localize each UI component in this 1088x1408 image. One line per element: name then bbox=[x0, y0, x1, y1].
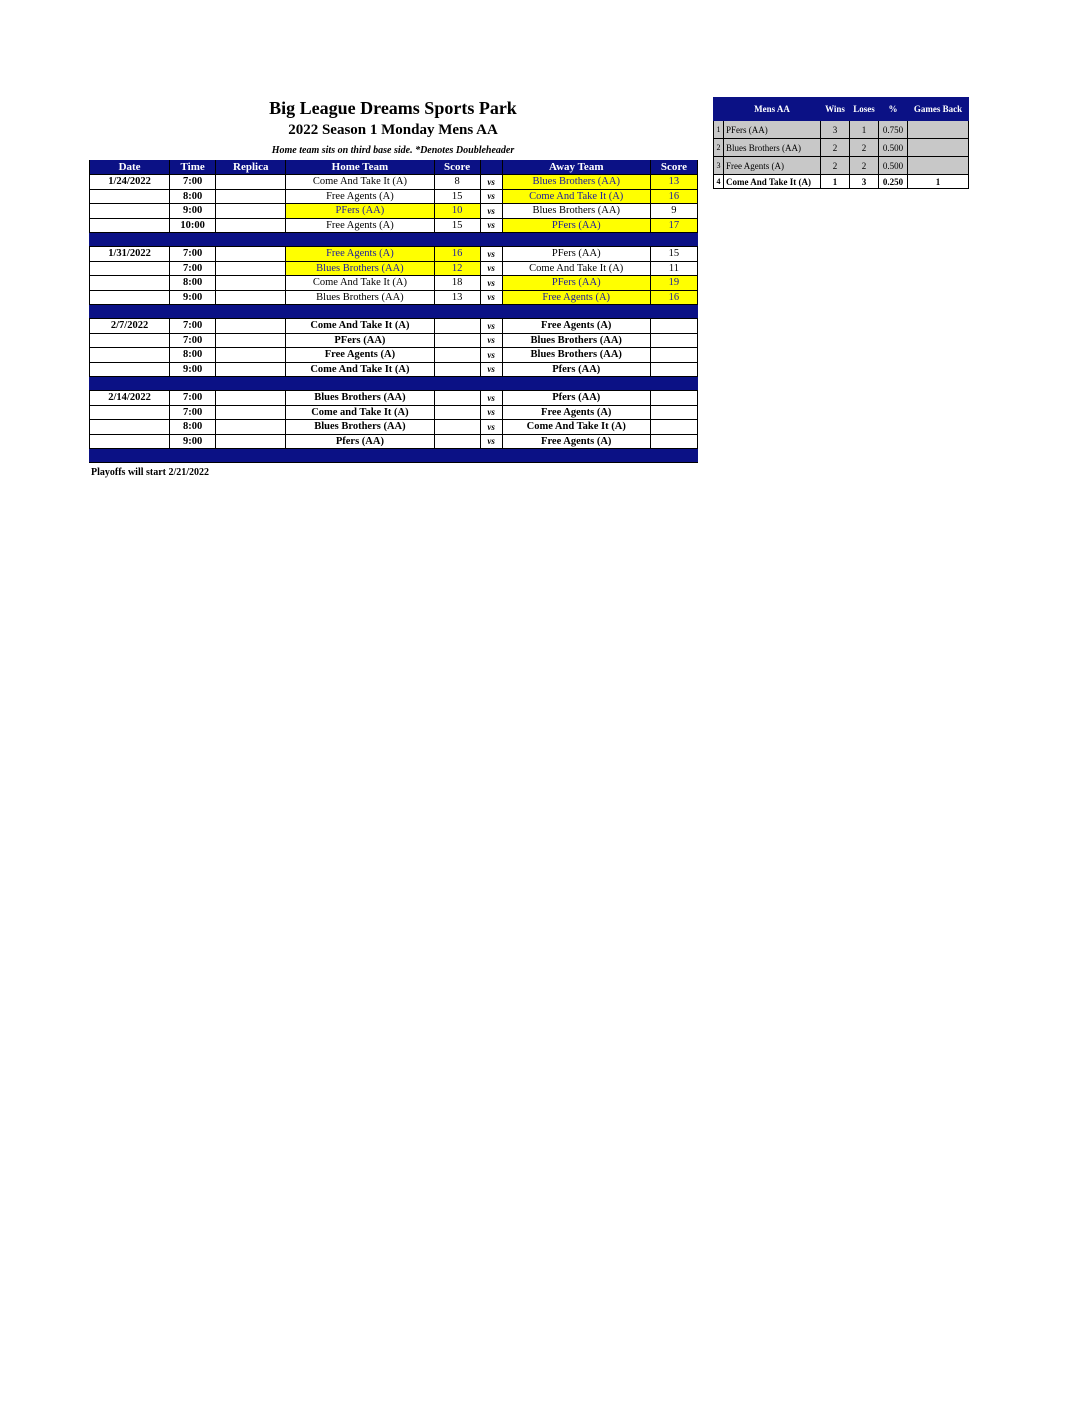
away-score bbox=[650, 391, 697, 406]
game-replica bbox=[216, 276, 286, 291]
standings-rank: 1 bbox=[714, 121, 724, 139]
separator-cell bbox=[502, 305, 650, 319]
away-team: Come And Take It (A) bbox=[502, 261, 650, 276]
week-separator bbox=[90, 305, 698, 319]
vs-label: vs bbox=[480, 261, 502, 276]
game-date bbox=[90, 333, 170, 348]
standings-pct: 0.500 bbox=[879, 139, 908, 157]
game-time: 9:00 bbox=[170, 434, 216, 449]
separator-cell bbox=[216, 233, 286, 247]
game-time: 7:00 bbox=[170, 319, 216, 334]
separator-cell bbox=[170, 233, 216, 247]
home-score bbox=[434, 319, 480, 334]
week-separator bbox=[90, 377, 698, 391]
vs-label: vs bbox=[480, 218, 502, 233]
col-away-score: Score bbox=[650, 160, 697, 175]
away-team: Blues Brothers (AA) bbox=[502, 175, 650, 190]
away-score: 19 bbox=[650, 276, 697, 291]
standings-wins: 2 bbox=[821, 139, 850, 157]
home-team: PFers (AA) bbox=[286, 204, 434, 219]
table-row bbox=[90, 420, 698, 435]
separator-cell bbox=[286, 233, 434, 247]
away-team: Come And Take It (A) bbox=[502, 420, 650, 435]
game-replica bbox=[216, 391, 286, 406]
away-team: Blues Brothers (AA) bbox=[502, 333, 650, 348]
standings-loses: 3 bbox=[850, 175, 879, 189]
game-replica bbox=[216, 333, 286, 348]
away-score: 9 bbox=[650, 204, 697, 219]
col-away-team: Away Team bbox=[502, 160, 650, 175]
game-time: 9:00 bbox=[170, 362, 216, 377]
standings-wins: 2 bbox=[821, 157, 850, 175]
away-team: Free Agents (A) bbox=[502, 405, 650, 420]
away-score: 15 bbox=[650, 247, 697, 262]
separator-cell bbox=[650, 305, 697, 319]
separator-cell bbox=[170, 449, 216, 463]
standings-rank: 4 bbox=[714, 175, 724, 189]
separator-cell bbox=[502, 449, 650, 463]
playoffs-note: Playoffs will start 2/21/2022 bbox=[91, 467, 210, 478]
game-replica bbox=[216, 189, 286, 204]
week-separator bbox=[90, 449, 698, 463]
game-date bbox=[90, 420, 170, 435]
game-time: 8:00 bbox=[170, 420, 216, 435]
game-time: 7:00 bbox=[170, 391, 216, 406]
standings-col-loses: Loses bbox=[850, 98, 879, 121]
standings-col-team: Mens AA bbox=[724, 98, 821, 121]
home-team: PFers (AA) bbox=[286, 333, 434, 348]
home-score bbox=[434, 434, 480, 449]
home-score: 8 bbox=[434, 175, 480, 190]
home-team: Blues Brothers (AA) bbox=[286, 261, 434, 276]
separator-cell bbox=[216, 377, 286, 391]
standings-pct: 0.750 bbox=[879, 121, 908, 139]
standings-row bbox=[714, 139, 969, 157]
away-team: Blues Brothers (AA) bbox=[502, 204, 650, 219]
home-score: 16 bbox=[434, 247, 480, 262]
game-time: 7:00 bbox=[170, 261, 216, 276]
away-score bbox=[650, 434, 697, 449]
table-row bbox=[90, 333, 698, 348]
home-score: 13 bbox=[434, 290, 480, 305]
away-score bbox=[650, 348, 697, 363]
vs-label: vs bbox=[480, 175, 502, 190]
col-replica: Replica bbox=[216, 160, 286, 175]
separator-cell bbox=[502, 377, 650, 391]
table-row bbox=[90, 290, 698, 305]
separator-cell bbox=[170, 305, 216, 319]
page-subtitle: 2022 Season 1 Monday Mens AA bbox=[288, 122, 498, 138]
separator-cell bbox=[434, 233, 480, 247]
vs-label: vs bbox=[480, 420, 502, 435]
away-score bbox=[650, 420, 697, 435]
away-score bbox=[650, 405, 697, 420]
home-score: 15 bbox=[434, 218, 480, 233]
home-team: Blues Brothers (AA) bbox=[286, 290, 434, 305]
separator-cell bbox=[480, 305, 502, 319]
home-score: 12 bbox=[434, 261, 480, 276]
vs-label: vs bbox=[480, 189, 502, 204]
standings-pct: 0.500 bbox=[879, 157, 908, 175]
away-score bbox=[650, 362, 697, 377]
table-row bbox=[90, 247, 698, 262]
game-date: 1/31/2022 bbox=[90, 247, 170, 262]
home-score: 10 bbox=[434, 204, 480, 219]
schedule-table bbox=[89, 160, 698, 463]
table-row bbox=[90, 362, 698, 377]
separator-cell bbox=[650, 233, 697, 247]
separator-cell bbox=[650, 377, 697, 391]
home-team: Come And Take It (A) bbox=[286, 175, 434, 190]
game-replica bbox=[216, 247, 286, 262]
away-team: PFers (AA) bbox=[502, 276, 650, 291]
game-date bbox=[90, 348, 170, 363]
home-team: Blues Brothers (AA) bbox=[286, 391, 434, 406]
away-team: Pfers (AA) bbox=[502, 391, 650, 406]
separator-cell bbox=[480, 233, 502, 247]
home-team-note: Home team sits on third base side. *Denotes Doubleheader bbox=[271, 145, 515, 156]
separator-cell bbox=[170, 377, 216, 391]
separator-cell bbox=[650, 449, 697, 463]
separator-cell bbox=[434, 377, 480, 391]
standings-col-pct: % bbox=[879, 98, 908, 121]
standings-pct: 0.250 bbox=[879, 175, 908, 189]
away-score: 11 bbox=[650, 261, 697, 276]
standings-loses: 2 bbox=[850, 139, 879, 157]
home-team: Free Agents (A) bbox=[286, 218, 434, 233]
standings-team: Blues Brothers (AA) bbox=[724, 139, 821, 157]
vs-label: vs bbox=[480, 204, 502, 219]
standings-team: PFers (AA) bbox=[724, 121, 821, 139]
standings-rank: 2 bbox=[714, 139, 724, 157]
away-score bbox=[650, 333, 697, 348]
game-time: 9:00 bbox=[170, 290, 216, 305]
col-home-team: Home Team bbox=[286, 160, 434, 175]
standings-col-wins: Wins bbox=[821, 98, 850, 121]
table-row bbox=[90, 434, 698, 449]
game-replica bbox=[216, 175, 286, 190]
home-team: Come And Take It (A) bbox=[286, 319, 434, 334]
vs-label: vs bbox=[480, 276, 502, 291]
away-score: 16 bbox=[650, 290, 697, 305]
home-team: Come And Take It (A) bbox=[286, 276, 434, 291]
table-row bbox=[90, 261, 698, 276]
standings-row bbox=[714, 121, 969, 139]
standings-col-rank bbox=[714, 98, 724, 121]
game-replica bbox=[216, 362, 286, 377]
standings-loses: 1 bbox=[850, 121, 879, 139]
home-score: 18 bbox=[434, 276, 480, 291]
home-score: 15 bbox=[434, 189, 480, 204]
schedule-header-row bbox=[90, 160, 698, 175]
game-date: 1/24/2022 bbox=[90, 175, 170, 190]
standings-team: Free Agents (A) bbox=[724, 157, 821, 175]
table-row bbox=[90, 348, 698, 363]
week-separator bbox=[90, 233, 698, 247]
home-team: Free Agents (A) bbox=[286, 247, 434, 262]
vs-label: vs bbox=[480, 434, 502, 449]
table-row bbox=[90, 405, 698, 420]
away-team: Come And Take It (A) bbox=[502, 189, 650, 204]
vs-label: vs bbox=[480, 333, 502, 348]
game-time: 7:00 bbox=[170, 247, 216, 262]
away-team: Free Agents (A) bbox=[502, 319, 650, 334]
game-replica bbox=[216, 218, 286, 233]
separator-cell bbox=[480, 449, 502, 463]
standings-row bbox=[714, 157, 969, 175]
standings-games-back bbox=[908, 139, 969, 157]
away-score: 17 bbox=[650, 218, 697, 233]
table-row bbox=[90, 319, 698, 334]
game-replica bbox=[216, 405, 286, 420]
separator-cell bbox=[286, 449, 434, 463]
separator-cell bbox=[502, 233, 650, 247]
game-time: 10:00 bbox=[170, 218, 216, 233]
table-row bbox=[90, 204, 698, 219]
game-replica bbox=[216, 420, 286, 435]
game-date bbox=[90, 276, 170, 291]
separator-cell bbox=[286, 305, 434, 319]
away-team: Blues Brothers (AA) bbox=[502, 348, 650, 363]
col-vs bbox=[480, 160, 502, 175]
separator-cell bbox=[434, 305, 480, 319]
separator-cell bbox=[90, 233, 170, 247]
game-date bbox=[90, 434, 170, 449]
game-time: 8:00 bbox=[170, 276, 216, 291]
table-row bbox=[90, 175, 698, 190]
game-time: 7:00 bbox=[170, 175, 216, 190]
game-date bbox=[90, 261, 170, 276]
standings-rank: 3 bbox=[714, 157, 724, 175]
game-replica bbox=[216, 261, 286, 276]
away-score: 16 bbox=[650, 189, 697, 204]
col-time: Time bbox=[170, 160, 216, 175]
standings-body bbox=[714, 121, 969, 189]
away-team: PFers (AA) bbox=[502, 247, 650, 262]
game-time: 8:00 bbox=[170, 189, 216, 204]
separator-cell bbox=[434, 449, 480, 463]
standings-team: Come And Take It (A) bbox=[724, 175, 821, 189]
game-date bbox=[90, 189, 170, 204]
col-date: Date bbox=[90, 160, 170, 175]
separator-cell bbox=[90, 449, 170, 463]
away-team: PFers (AA) bbox=[502, 218, 650, 233]
vs-label: vs bbox=[480, 247, 502, 262]
game-date bbox=[90, 290, 170, 305]
home-score bbox=[434, 420, 480, 435]
home-team: Pfers (AA) bbox=[286, 434, 434, 449]
standings-games-back bbox=[908, 121, 969, 139]
table-row bbox=[90, 276, 698, 291]
standings-loses: 2 bbox=[850, 157, 879, 175]
game-replica bbox=[216, 348, 286, 363]
separator-cell bbox=[90, 305, 170, 319]
home-score bbox=[434, 362, 480, 377]
game-date bbox=[90, 405, 170, 420]
separator-cell bbox=[216, 449, 286, 463]
table-row bbox=[90, 391, 698, 406]
standings-table bbox=[713, 97, 969, 189]
away-team: Free Agents (A) bbox=[502, 434, 650, 449]
home-score bbox=[434, 391, 480, 406]
game-date bbox=[90, 218, 170, 233]
home-team: Come and Take It (A) bbox=[286, 405, 434, 420]
home-team: Free Agents (A) bbox=[286, 348, 434, 363]
game-time: 7:00 bbox=[170, 405, 216, 420]
game-date bbox=[90, 204, 170, 219]
col-home-score: Score bbox=[434, 160, 480, 175]
away-team: Pfers (AA) bbox=[502, 362, 650, 377]
game-date: 2/14/2022 bbox=[90, 391, 170, 406]
game-replica bbox=[216, 319, 286, 334]
standings-wins: 3 bbox=[821, 121, 850, 139]
standings-row bbox=[714, 175, 969, 189]
home-team: Free Agents (A) bbox=[286, 189, 434, 204]
separator-cell bbox=[216, 305, 286, 319]
game-replica bbox=[216, 434, 286, 449]
standings-games-back bbox=[908, 157, 969, 175]
table-row bbox=[90, 189, 698, 204]
vs-label: vs bbox=[480, 391, 502, 406]
game-date: 2/7/2022 bbox=[90, 319, 170, 334]
standings-header-row bbox=[714, 98, 969, 121]
game-time: 8:00 bbox=[170, 348, 216, 363]
separator-cell bbox=[286, 377, 434, 391]
away-team: Free Agents (A) bbox=[502, 290, 650, 305]
vs-label: vs bbox=[480, 405, 502, 420]
standings-games-back: 1 bbox=[908, 175, 969, 189]
game-replica bbox=[216, 290, 286, 305]
home-score bbox=[434, 405, 480, 420]
game-time: 9:00 bbox=[170, 204, 216, 219]
schedule-body bbox=[90, 175, 698, 463]
game-replica bbox=[216, 204, 286, 219]
vs-label: vs bbox=[480, 348, 502, 363]
home-score bbox=[434, 333, 480, 348]
page-title: Big League Dreams Sports Park bbox=[269, 98, 517, 118]
game-time: 7:00 bbox=[170, 333, 216, 348]
vs-label: vs bbox=[480, 319, 502, 334]
away-score bbox=[650, 319, 697, 334]
standings-wins: 1 bbox=[821, 175, 850, 189]
vs-label: vs bbox=[480, 290, 502, 305]
standings-col-games-back: Games Back bbox=[908, 98, 969, 121]
home-team: Come And Take It (A) bbox=[286, 362, 434, 377]
separator-cell bbox=[90, 377, 170, 391]
home-team: Blues Brothers (AA) bbox=[286, 420, 434, 435]
game-date bbox=[90, 362, 170, 377]
separator-cell bbox=[480, 377, 502, 391]
table-row bbox=[90, 218, 698, 233]
home-score bbox=[434, 348, 480, 363]
vs-label: vs bbox=[480, 362, 502, 377]
away-score: 13 bbox=[650, 175, 697, 190]
